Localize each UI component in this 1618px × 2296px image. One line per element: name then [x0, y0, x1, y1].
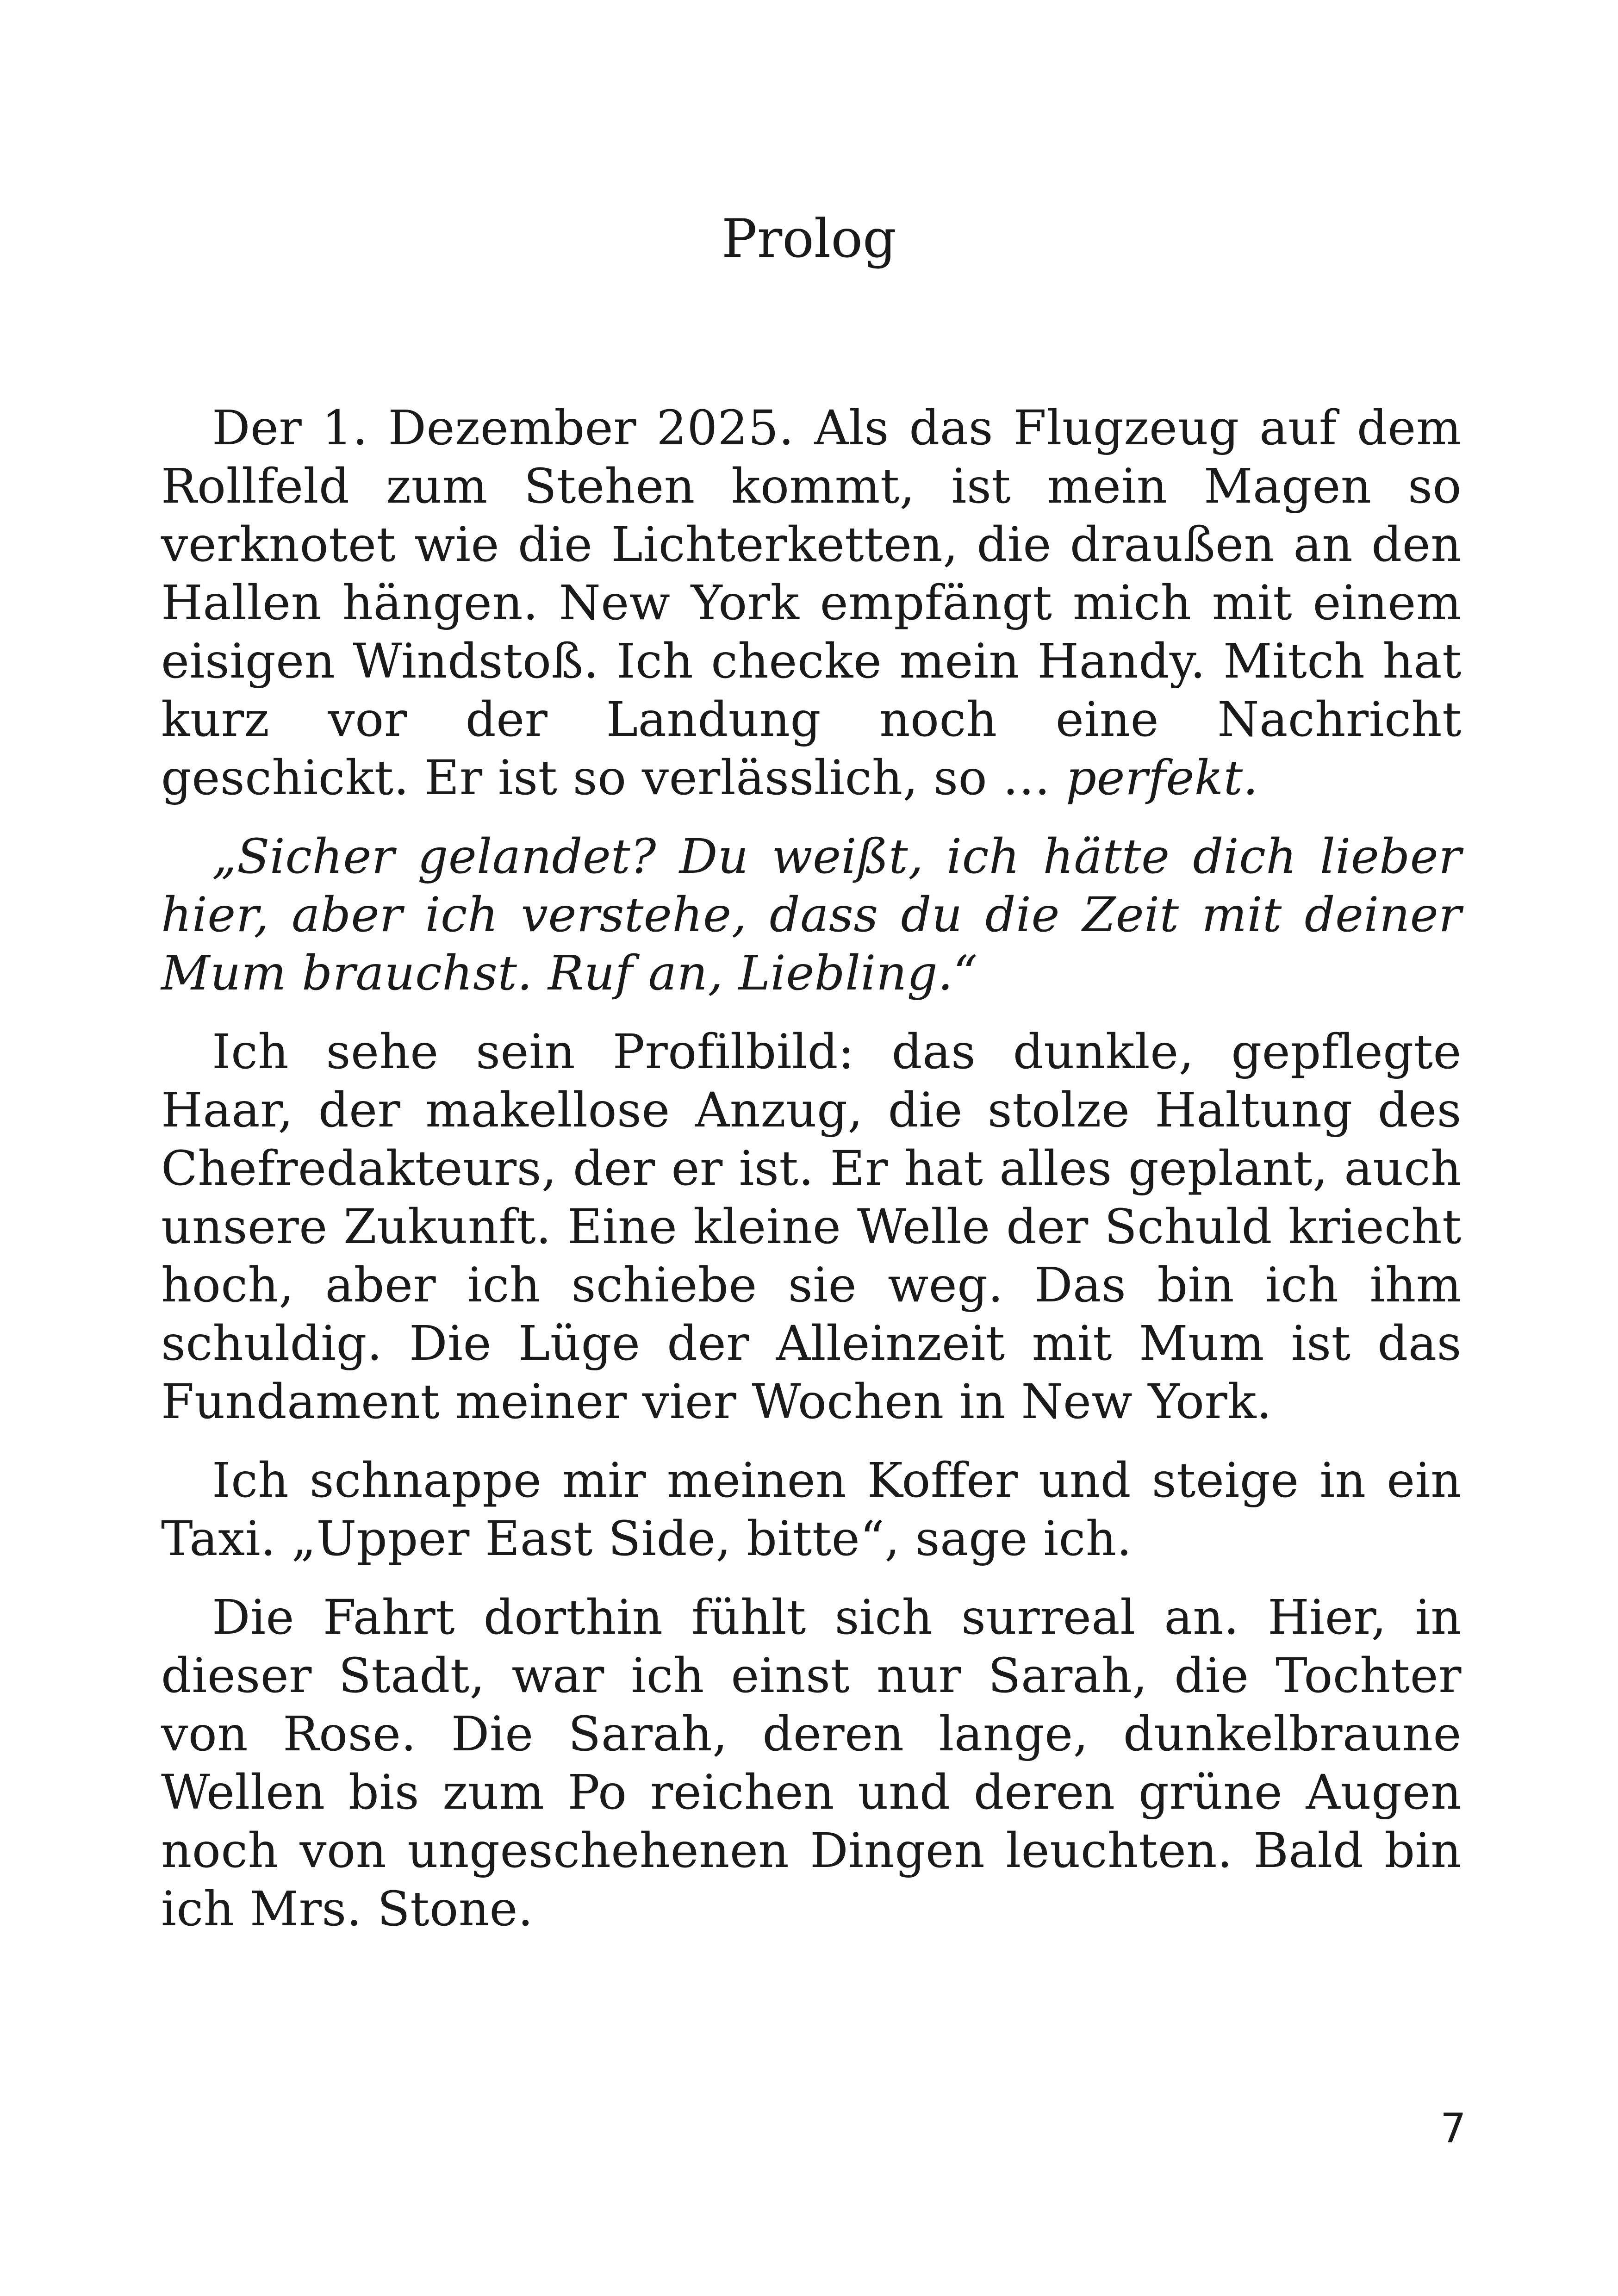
chapter-title: Prolog — [722, 208, 896, 269]
paragraph-3: Ich sehe sein Profilbild: das dunkle, gepflegte Haar, der makellose Anzug, die stolze Haltung des Chefredakteurs, der er ist. Er hat alles geplant, auch unsere Zukunft. Eine kleine Welle der Schuld kriecht hoch, aber ich schiebe sie weg. Das bin ich ihm schuldig. Die Lüge der Alleinzeit mit Mum ist das Fundament meiner vier Wochen in New York. — [161, 1024, 1462, 1430]
paragraph-5: Die Fahrt dorthin fühlt sich surreal an. Hier, in dieser Stadt, war ich einst nur Sarah, die Tochter von Rose. Die Sarah, deren lange, dunkelbraune Wellen bis zum Po reichen und deren grüne Augen noch von ungeschehenen Dingen leuchten. Bald bin ich Mrs. Stone. — [161, 1590, 1462, 1937]
paragraph-2-message: „Sicher gelandet? Du weißt, ich hätte dich lieber hier, aber ich verstehe, dass du die Zeit mit deiner Mum brauchst. Ruf an, Liebling.“ — [161, 829, 1462, 1001]
paragraph-1 — [161, 399, 1462, 807]
paragraph-1-text: Der 1. Dezember 2025. Als das Flugzeug auf dem Rollfeld zum Stehen kommt, ist mein Magen so verknotet wie die Lichterketten, die draußen an den Hallen hängen. New York empfängt mich mit einem eisigen Windstoß. Ich checke mein Handy. Mitch hat kurz vor der Landung noch eine Nachricht geschickt. Er ist so verlässlich, so … — [161, 400, 1462, 806]
paragraph-4: Ich schnappe mir meinen Koffer und steige in ein Taxi. „Upper East Side, bitte“, sage ich. — [161, 1453, 1462, 1567]
page-number: 7 — [1440, 2104, 1466, 2152]
paragraph-1-emphasis: perfekt. — [1066, 750, 1258, 806]
body-text — [161, 399, 1462, 1959]
